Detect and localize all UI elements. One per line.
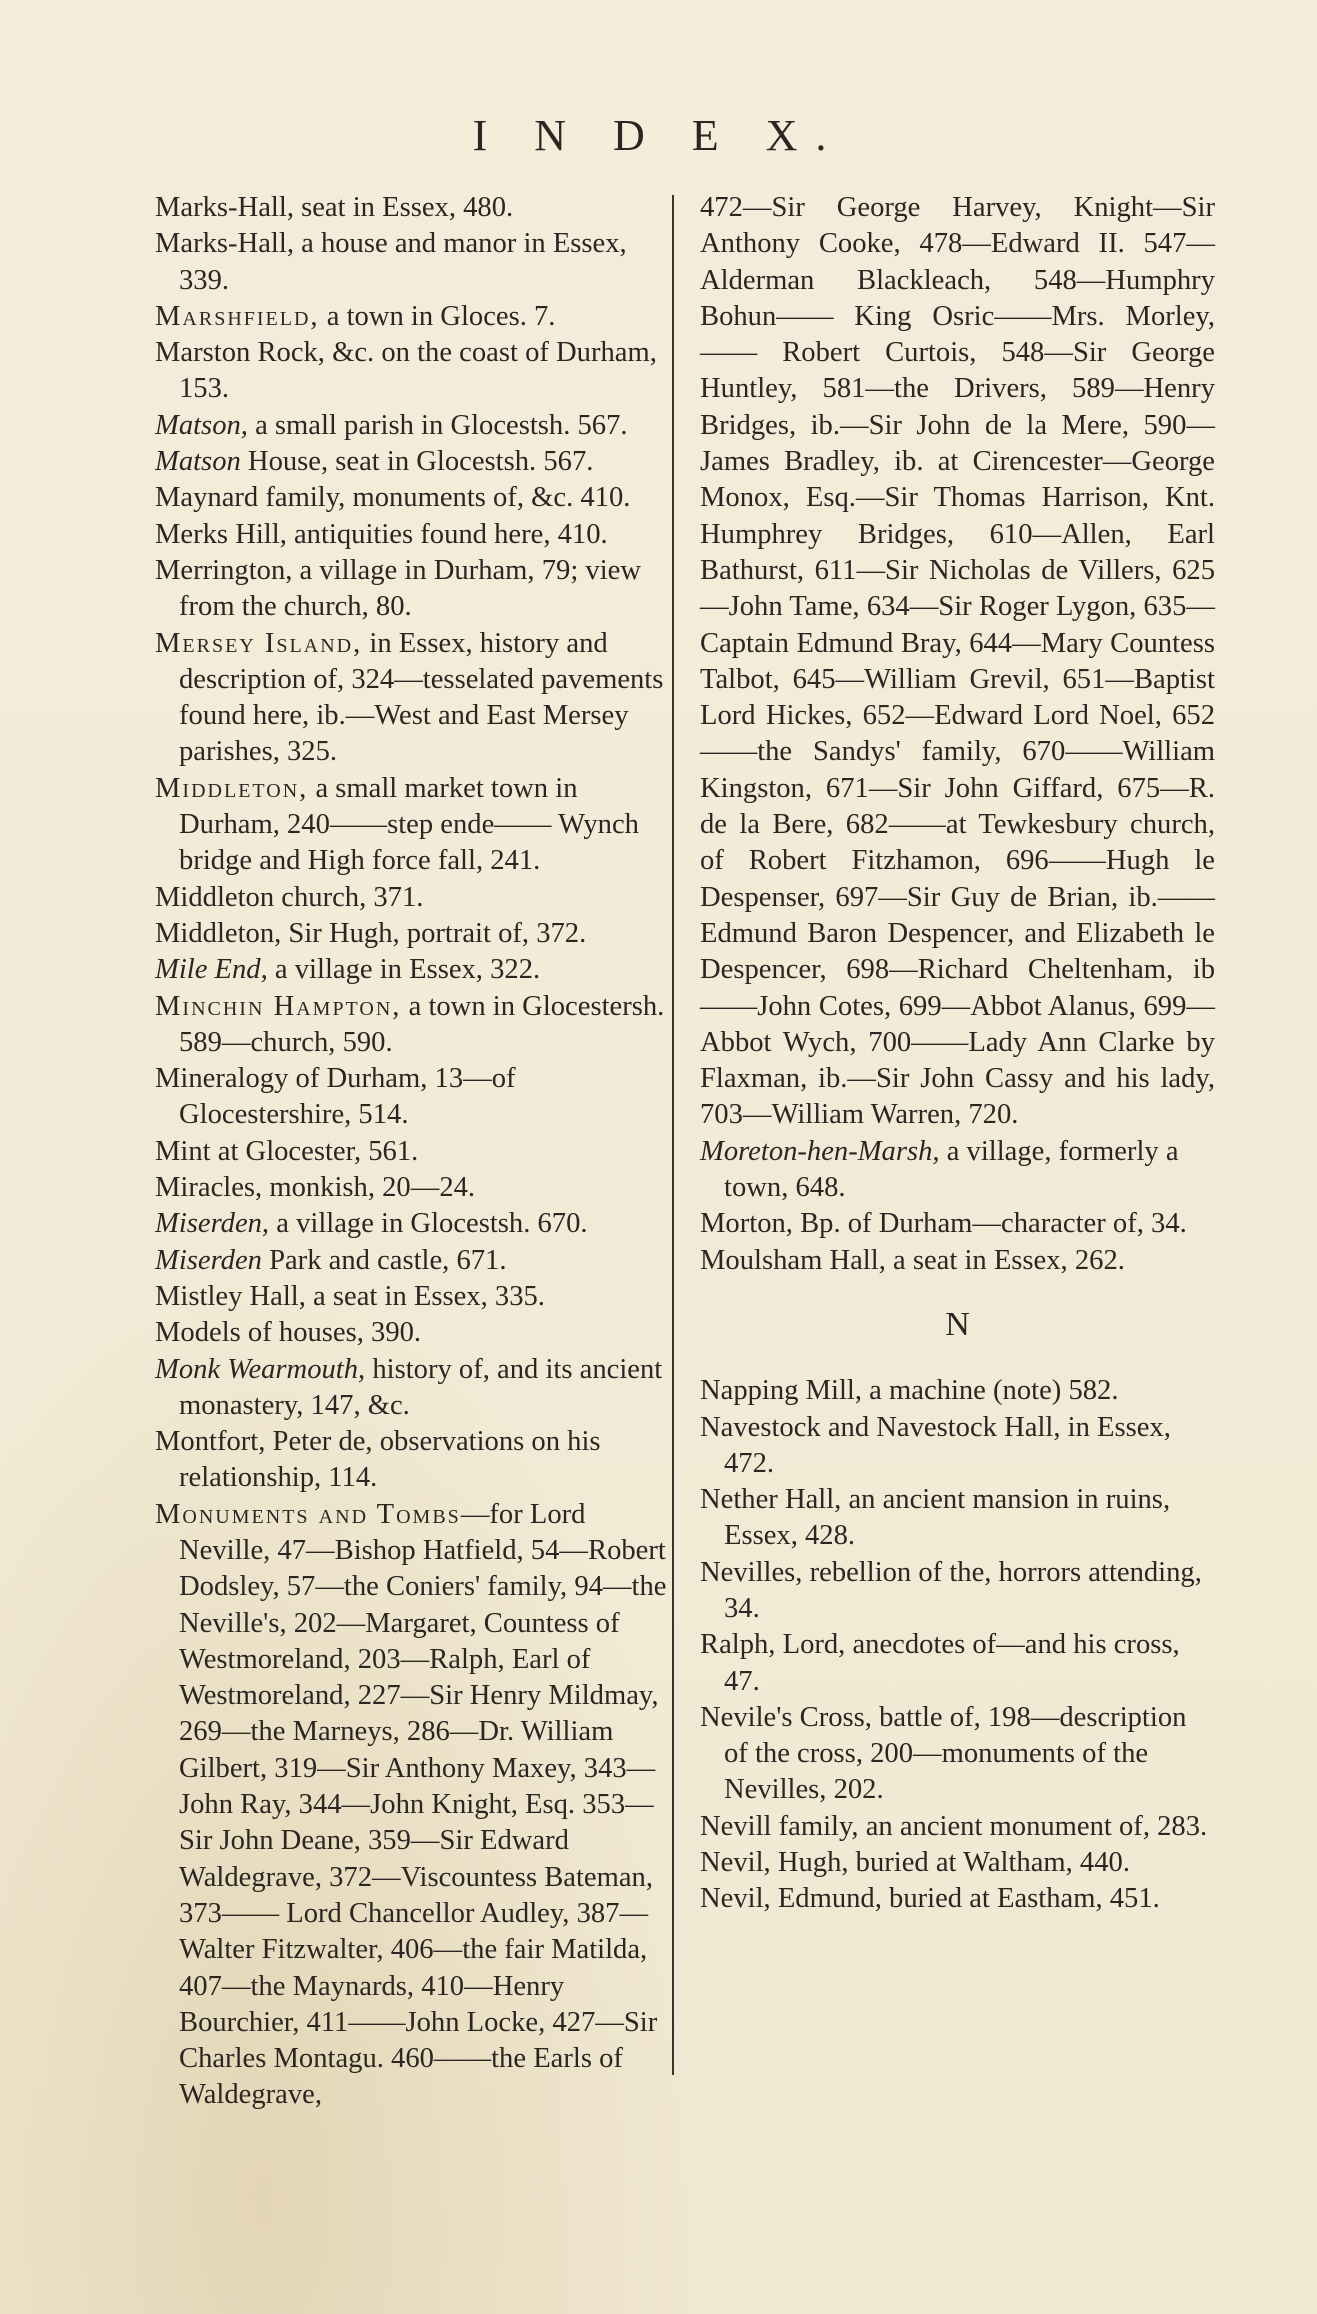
entry-heading: Nevil, Hugh, bbox=[700, 1847, 849, 1879]
entry-heading: Nevilles, bbox=[700, 1556, 803, 1588]
entry-text: a village in Essex, 322. bbox=[267, 954, 541, 986]
entry-text: buried at Waltham, 440. bbox=[848, 1847, 1130, 1879]
left-column bbox=[155, 190, 670, 2114]
entry-text: observations on his relationship, 114. bbox=[179, 1426, 601, 1494]
entry-heading: Napping Mill, bbox=[700, 1375, 863, 1407]
entry-heading: Mint at Glocester, bbox=[155, 1135, 362, 1167]
entry-heading: Mersey Island, bbox=[155, 627, 363, 659]
entry-heading: Matson bbox=[155, 446, 241, 478]
entry-heading: Montfort, Peter de, bbox=[155, 1426, 373, 1458]
entry-text: 371. bbox=[366, 881, 424, 913]
index-entry bbox=[155, 626, 670, 771]
column-divider bbox=[672, 195, 674, 2075]
index-entry bbox=[155, 226, 670, 299]
index-entry bbox=[700, 1243, 1215, 1279]
index-entry bbox=[700, 1373, 1215, 1409]
index-entry bbox=[155, 190, 670, 226]
entry-text: a house and manor in Essex, 339. bbox=[179, 228, 627, 296]
index-entry bbox=[700, 1482, 1215, 1555]
entry-text: House, seat in Glocestsh. 567. bbox=[240, 446, 594, 478]
entry-heading: Middleton, Sir Hugh, bbox=[155, 917, 400, 949]
entry-heading: Nevill family, bbox=[700, 1810, 859, 1842]
index-entry bbox=[700, 1410, 1215, 1483]
index-entry bbox=[155, 771, 670, 880]
index-entry bbox=[155, 408, 670, 444]
entry-heading: Moulsham Hall, bbox=[700, 1244, 886, 1276]
index-entry bbox=[155, 1497, 670, 2114]
index-entry bbox=[155, 1279, 670, 1315]
entry-text: buried at Eastham, 451. bbox=[881, 1883, 1160, 1915]
entry-heading: Marshfield, bbox=[155, 300, 320, 332]
index-entry bbox=[155, 335, 670, 408]
entry-heading: Marks-Hall, bbox=[155, 228, 294, 260]
entry-heading: Moreton-hen-Marsh, bbox=[700, 1135, 940, 1167]
entry-text: a seat in Essex, 335. bbox=[305, 1280, 545, 1312]
index-entry bbox=[155, 989, 670, 1062]
right-entries bbox=[700, 1134, 1215, 1279]
right-column bbox=[700, 190, 1215, 1918]
monuments-continuation: 472—Sir George Harvey, Knight—Sir Anthony Cooke, 478—Edward II. 547—Alderman Blackleach, 548—Humphry Bohun—— King Osric——Mrs. Morley,—— Robert Curtois, 548—Sir George Huntley, 581—the Drivers, 589—Henry Bridges, ib.—Sir John de la Mere, 590—James Bradley, ib. at Cirencester—George Monox, Esq.—Sir Thomas Harrison, Knt. Humphrey Bridges, 610—Allen, Earl Bathurst, 611—Sir Nicholas de Villers, 625—John Tame, 634—Sir Roger Lygon, 635—Captain Edmund Bray, 644—Mary Countess Talbot, 645—William Grevil, 651—Baptist Lord Hickes, 652—Edward Lord Noel, 652——the Sandys' family, 670——William Kingston, 671—Sir John Giffard, 675—R. de la Bere, 682——at Tewkesbury church, of Robert Fitzhamon, 696——Hugh le Despenser, 697—Sir Guy de Brian, ib.——Edmund Baron Despencer, and Elizabeth le Despencer, 698—Richard Cheltenham, ib——John Cotes, 699—Abbot Alanus, 699—Abbot Wych, 700——Lady Ann Clarke by Flaxman, ib.—Sir John Cassy and his lady, 703—William Warren, 720. bbox=[700, 192, 1215, 1131]
index-entry bbox=[155, 480, 670, 516]
page-title: I N D E X. bbox=[472, 111, 845, 160]
entry-heading: Middleton, bbox=[155, 772, 309, 804]
n-entries bbox=[700, 1373, 1215, 1917]
index-entry bbox=[155, 1134, 670, 1170]
entry-heading: Maynard family, bbox=[155, 482, 346, 514]
entry-text: a town in Glocestersh. 589—church, 590. bbox=[179, 990, 665, 1058]
entry-heading: Models of houses, bbox=[155, 1317, 364, 1349]
entry-text: an ancient monument of, 283. bbox=[858, 1810, 1208, 1842]
entry-text: 13—of Glocestershire, 514. bbox=[179, 1063, 516, 1131]
entry-text: history of, and its ancient monastery, 147, &c. bbox=[179, 1353, 663, 1421]
entry-heading: Navestock and Navestock Hall, bbox=[700, 1411, 1061, 1443]
index-entry bbox=[155, 444, 670, 480]
entry-heading: Merrington, bbox=[155, 554, 293, 586]
entry-heading: Merks Hill, bbox=[155, 518, 287, 550]
entry-heading: Mile End, bbox=[155, 954, 268, 986]
entry-text: a small market town in Durham, 240——step ende—— Wynch bridge and High force fall, 241. bbox=[179, 772, 639, 877]
entry-text: &c. on the coast of Durham, 153. bbox=[179, 337, 657, 405]
index-entry bbox=[155, 1424, 670, 1497]
entry-heading: Nevil, Edmund, bbox=[700, 1883, 882, 1915]
index-entry bbox=[155, 1352, 670, 1425]
entry-text: rebellion of the, horrors attending, 34. bbox=[724, 1556, 1202, 1624]
index-entry bbox=[700, 1134, 1215, 1207]
index-entry bbox=[155, 1315, 670, 1351]
index-entry bbox=[155, 952, 670, 988]
entry-heading: Miserden, bbox=[155, 1208, 270, 1240]
index-entry bbox=[700, 1627, 1215, 1700]
index-entry bbox=[700, 1555, 1215, 1628]
index-entry bbox=[155, 916, 670, 952]
entry-heading: Mistley Hall, bbox=[155, 1280, 306, 1312]
index-entry bbox=[700, 1700, 1215, 1809]
entry-heading: Mineralogy of Durham, bbox=[155, 1063, 428, 1095]
section-letter-n: N bbox=[945, 1305, 970, 1343]
entry-text: portrait of, 372. bbox=[399, 917, 587, 949]
entry-heading: Matson, bbox=[155, 409, 248, 441]
entry-text: seat in Essex, 480. bbox=[293, 192, 514, 223]
entry-text: a seat in Essex, 262. bbox=[885, 1244, 1125, 1276]
entry-text: a village, formerly a town, 648. bbox=[724, 1135, 1179, 1204]
entry-heading: Minchin Hampton, bbox=[155, 990, 402, 1022]
index-entry bbox=[155, 1170, 670, 1206]
entry-text: —character of, 34. bbox=[972, 1208, 1187, 1240]
entry-heading: Miracles, monkish, bbox=[155, 1172, 375, 1204]
entry-heading: Monuments and Tombs bbox=[155, 1498, 461, 1530]
entry-text: 390. bbox=[363, 1317, 422, 1349]
index-entry bbox=[155, 1243, 670, 1279]
entry-heading: Middleton church, bbox=[155, 881, 367, 913]
entry-text: in Essex, 472. bbox=[724, 1411, 1171, 1479]
entry-text: a small parish in Glocestsh. 567. bbox=[247, 409, 628, 441]
index-entry bbox=[700, 1206, 1215, 1242]
entry-text: antiquities found here, 410. bbox=[286, 518, 608, 550]
entry-text: a village in Durham, 79; view from the church, 80. bbox=[179, 554, 641, 623]
entry-text: in Essex, history and description of, 324—tesselated pavements found here, ib.—West and East Mersey parishes, 325. bbox=[179, 627, 664, 768]
entry-text: 561. bbox=[361, 1135, 419, 1167]
entry-heading: Marston Rock, bbox=[155, 337, 325, 369]
entry-heading: Monk Wearmouth, bbox=[155, 1353, 366, 1385]
index-entry bbox=[155, 1061, 670, 1134]
index-entry bbox=[700, 1845, 1215, 1881]
index-entry bbox=[155, 553, 670, 626]
entry-heading: Marks-Hall, bbox=[155, 192, 294, 223]
index-entry bbox=[155, 880, 670, 916]
index-entry bbox=[155, 299, 670, 335]
entry-text: monuments of, &c. 410. bbox=[345, 482, 631, 514]
entry-heading: Miserden bbox=[155, 1244, 262, 1276]
entry-text: a village in Glocestsh. 670. bbox=[269, 1208, 588, 1240]
entry-text: —for Lord Neville, 47—Bishop Hatfield, 54—Robert Dodsley, 57—the Coniers' family, 94—the Neville's, 202—Margaret, Countess of Westmoreland, 203—Ralph, Earl of Westmoreland, 227—Sir Henry Mildmay, 269—the Marneys, 286—Dr. William Gilbert, 319—Sir Anthony Maxey, 343—John Ray, 344—John Knight, Esq. 353—Sir John Deane, 359—Sir Edward Waldegrave, 372—Viscountess Bateman, 373—— Lord Chancellor Audley, 387—Walter Fitzwalter, 406—the fair Matilda, 407—the Maynards, 410—Henry Bourchier, 411——John Locke, 427—Sir Charles Montagu. 460——the Earls of Waldegrave, bbox=[179, 1498, 667, 2111]
entry-text: a machine (note) 582. bbox=[862, 1375, 1119, 1407]
index-entry bbox=[155, 517, 670, 553]
entry-text: 20—24. bbox=[374, 1172, 476, 1204]
entry-heading: Ralph, Lord, bbox=[700, 1629, 846, 1661]
entry-text: anecdotes of—and his cross, 47. bbox=[724, 1629, 1180, 1697]
index-entry bbox=[155, 1206, 670, 1242]
entry-heading: Nevile's Cross, bbox=[700, 1701, 872, 1733]
entry-heading: Morton, Bp. of Durham bbox=[700, 1208, 973, 1240]
entry-heading: Nether Hall, bbox=[700, 1484, 842, 1516]
entry-text: a town in Gloces. 7. bbox=[319, 300, 556, 332]
index-entry bbox=[700, 1881, 1215, 1917]
entry-text: an ancient mansion in ruins, Essex, 428. bbox=[724, 1484, 1171, 1552]
entry-text: battle of, 198—description of the cross, 200—monuments of the Nevilles, 202. bbox=[724, 1701, 1187, 1806]
index-entry bbox=[700, 1809, 1215, 1845]
entry-text: Park and castle, 671. bbox=[261, 1244, 507, 1276]
